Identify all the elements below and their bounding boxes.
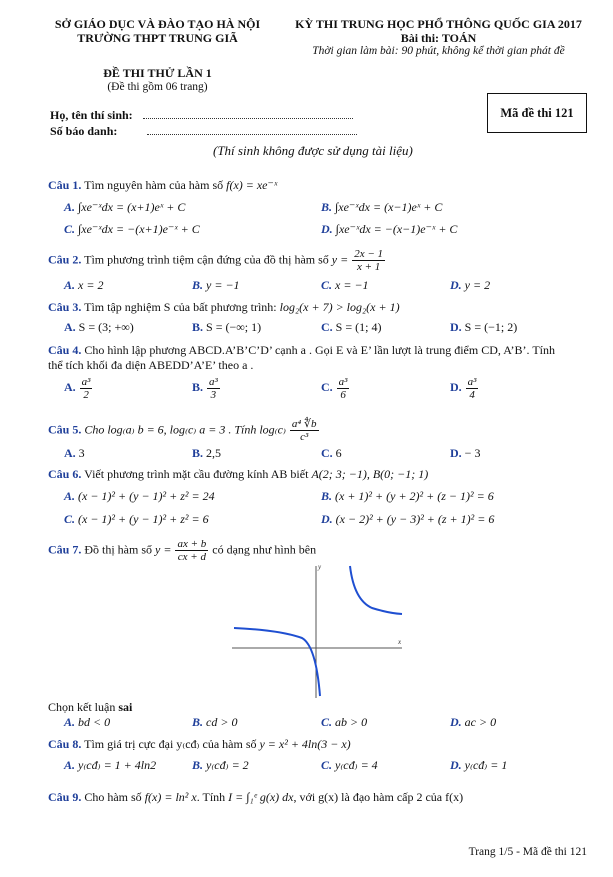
answer-c[interactable]: C. $\frac{\text{a³}}{6}$	[321, 376, 348, 402]
exam-note: (Thí sinh không được sử dụng tài liệu)	[213, 143, 413, 158]
answer-d[interactable]: D. − 3	[450, 446, 481, 460]
keyword-wrong: sai	[118, 700, 133, 714]
question-label: Câu 9.	[48, 790, 82, 804]
question-label: Câu 7.	[48, 542, 82, 557]
question-text: Tìm nguyên hàm của hàm số	[84, 178, 224, 192]
answer-b[interactable]: B. 2,5	[192, 446, 222, 460]
answer-b[interactable]: B. cd > 0	[192, 715, 238, 729]
answer-c[interactable]: C. (x − 1)² + (y − 1)² + z² = 6	[64, 512, 209, 526]
question-label: Câu 2.	[48, 252, 82, 267]
hyperbola-left-branch	[234, 628, 320, 696]
student-id-field[interactable]	[147, 125, 357, 135]
question-label: Câu 8.	[48, 737, 82, 751]
answer-d[interactable]: D. S = (−1; 2)	[450, 320, 518, 334]
answer-b[interactable]: B. (x + 1)² + (y + 2)² + (z − 1)² = 6	[321, 489, 494, 503]
question-fraction: $\frac{2x - 1}{x + 1}$	[354, 248, 384, 274]
x-axis-label: x	[398, 638, 402, 646]
question-expr: log₂(x + 7) > log₂(x + 1)	[279, 300, 400, 314]
student-id-row	[50, 124, 357, 139]
student-name-row	[50, 108, 353, 123]
answer-d[interactable]: D. (x − 2)² + (y − 3)² + (z + 1)² = 6	[321, 512, 495, 526]
question-7-prompt: Chọn kết luận sai	[48, 700, 133, 714]
answer-d[interactable]: D. y₍cđ₎ = 1	[450, 758, 508, 772]
answer-d[interactable]: D. ac > 0	[450, 715, 497, 729]
question-integral: I = ∫₁ᵉ g(x) dx	[228, 790, 294, 804]
question-expr: y = x² + 4ln(3 − x)	[259, 737, 351, 751]
answer-d[interactable]: D. ∫xe⁻ˣdx = −(x−1)e⁻ˣ + C	[321, 222, 458, 236]
answer-b[interactable]: B. S = (−∞; 1)	[192, 320, 262, 334]
question-lhs: y =	[331, 252, 349, 267]
question-fraction: $\frac{\text{a⁴ ∜b}}{\text{c³}}$	[291, 418, 317, 444]
answer-b[interactable]: B. y = −1	[192, 278, 240, 292]
ministry-name: SỞ GIÁO DỤC VÀ ĐÀO TẠO HÀ NỘI	[54, 17, 261, 31]
y-axis-label: y	[318, 563, 322, 571]
question-lhs: log₍c₎	[259, 422, 286, 437]
answer-a[interactable]: A. ∫xe⁻ˣdx = (x+1)eˣ + C	[64, 200, 186, 214]
question-expr: f(x) = xe⁻ˣ	[226, 178, 278, 192]
page-count: (Đề thi gồm 06 trang)	[107, 81, 208, 93]
question-text: Cho hàm số	[84, 790, 142, 804]
question-text: Cho hình lập phương ABCD.A’B’C’D’ cạnh a . Gọi E và E’ lần lượt là trung điểm CD, A’B’. Tính	[84, 343, 555, 357]
hyperbola-graph	[230, 560, 410, 700]
answer-b[interactable]: B. ∫xe⁻ˣdx = (x−1)eˣ + C	[321, 200, 443, 214]
question-fraction: $\frac{ax + b}{cx + d}$	[177, 538, 207, 564]
question-lhs: y =	[155, 542, 172, 557]
answer-c[interactable]: C. ab > 0	[321, 715, 368, 729]
hyperbola-right-branch	[350, 566, 402, 614]
trial-title: ĐỀ THI THỬ LẦN 1	[103, 66, 212, 80]
question-4-line2: thể tích khối đa diện ABEDD’A’E’ theo a .	[48, 358, 254, 372]
answer-c[interactable]: C. y₍cđ₎ = 4	[321, 758, 378, 772]
answer-b[interactable]: B. y₍cđ₎ = 2	[192, 758, 249, 772]
question-label: Câu 5.	[48, 422, 82, 437]
question-expr: A(2; 3; −1), B(0; −1; 1)	[311, 467, 429, 481]
question-4	[48, 343, 555, 358]
exam-subject: Bài thi: TOÁN	[400, 31, 477, 45]
question-text: Đồ thị hàm số	[84, 542, 153, 557]
answer-a[interactable]: A. x = 2	[64, 278, 104, 292]
question-6	[48, 467, 428, 482]
answer-d[interactable]: D. y = 2	[450, 278, 491, 292]
question-text: Tìm phương trình tiệm cận đứng của đồ thị hàm số	[84, 252, 329, 267]
school-name: TRƯỜNG THPT TRUNG GIÃ	[77, 31, 238, 45]
answer-c[interactable]: C. S = (1; 4)	[321, 320, 382, 334]
answer-d[interactable]: D. $\frac{\text{a³}}{4}$	[450, 376, 477, 402]
student-name-label: Họ, tên thí sinh:	[50, 108, 133, 122]
answer-a[interactable]: A. bd < 0	[64, 715, 111, 729]
student-id-label: Số báo danh:	[50, 124, 118, 138]
question-label: Câu 6.	[48, 467, 82, 481]
question-5	[48, 418, 320, 443]
question-8	[48, 737, 351, 752]
question-9: Câu 9. Cho hàm số f(x) = ln² x. Tính I = ∫₁ᵉ g(x) dx, với g(x) là đạo hàm cấp 2 của f(x)	[48, 790, 464, 804]
answer-a[interactable]: A. 3	[64, 446, 85, 460]
answer-a[interactable]: A. S = (3; +∞)	[64, 320, 134, 334]
answer-c[interactable]: C. ∫xe⁻ˣdx = −(x+1)e⁻ˣ + C	[64, 222, 200, 236]
question-label: Câu 3.	[48, 300, 82, 314]
question-text: Tìm tập nghiệm S của bất phương trình:	[84, 300, 277, 314]
answer-c[interactable]: C. 6	[321, 446, 342, 460]
question-2	[48, 248, 386, 273]
question-text: Cho log₍a₎ b = 6, log₍c₎ a = 3 . Tính	[84, 422, 257, 437]
question-label: Câu 4.	[48, 343, 82, 357]
answer-c[interactable]: C. x = −1	[321, 278, 369, 292]
question-label: Câu 1.	[48, 178, 82, 192]
answer-a[interactable]: A. y₍cđ₎ = 1 + 4ln2	[64, 758, 157, 772]
question-text-2: có dạng như hình bên	[212, 542, 317, 557]
question-3	[48, 300, 400, 315]
student-name-field[interactable]	[143, 109, 353, 119]
question-text: Tìm giá trị cực đại y₍cđ₎ của hàm số	[84, 737, 257, 751]
question-1	[48, 178, 277, 193]
answer-a[interactable]: A. $\frac{\text{a³}}{2}$	[64, 376, 91, 402]
exam-time: Thời gian làm bài: 90 phút, không kể thời gian phát đề	[312, 45, 565, 57]
question-text: Viết phương trình mặt cầu đường kính AB biết	[84, 467, 309, 481]
exam-title: KỲ THI TRUNG HỌC PHỔ THÔNG QUỐC GIA 2017	[295, 17, 582, 31]
answer-a[interactable]: A. (x − 1)² + (y − 1)² + z² = 24	[64, 489, 215, 503]
question-expr: f(x) = ln² x	[144, 790, 197, 804]
page-footer: Trang 1/5 - Mã đề thi 121	[468, 846, 587, 858]
answer-b[interactable]: B. $\frac{\text{a³}}{3}$	[192, 376, 218, 402]
exam-code-box: Mã đề thi 121	[487, 93, 587, 133]
